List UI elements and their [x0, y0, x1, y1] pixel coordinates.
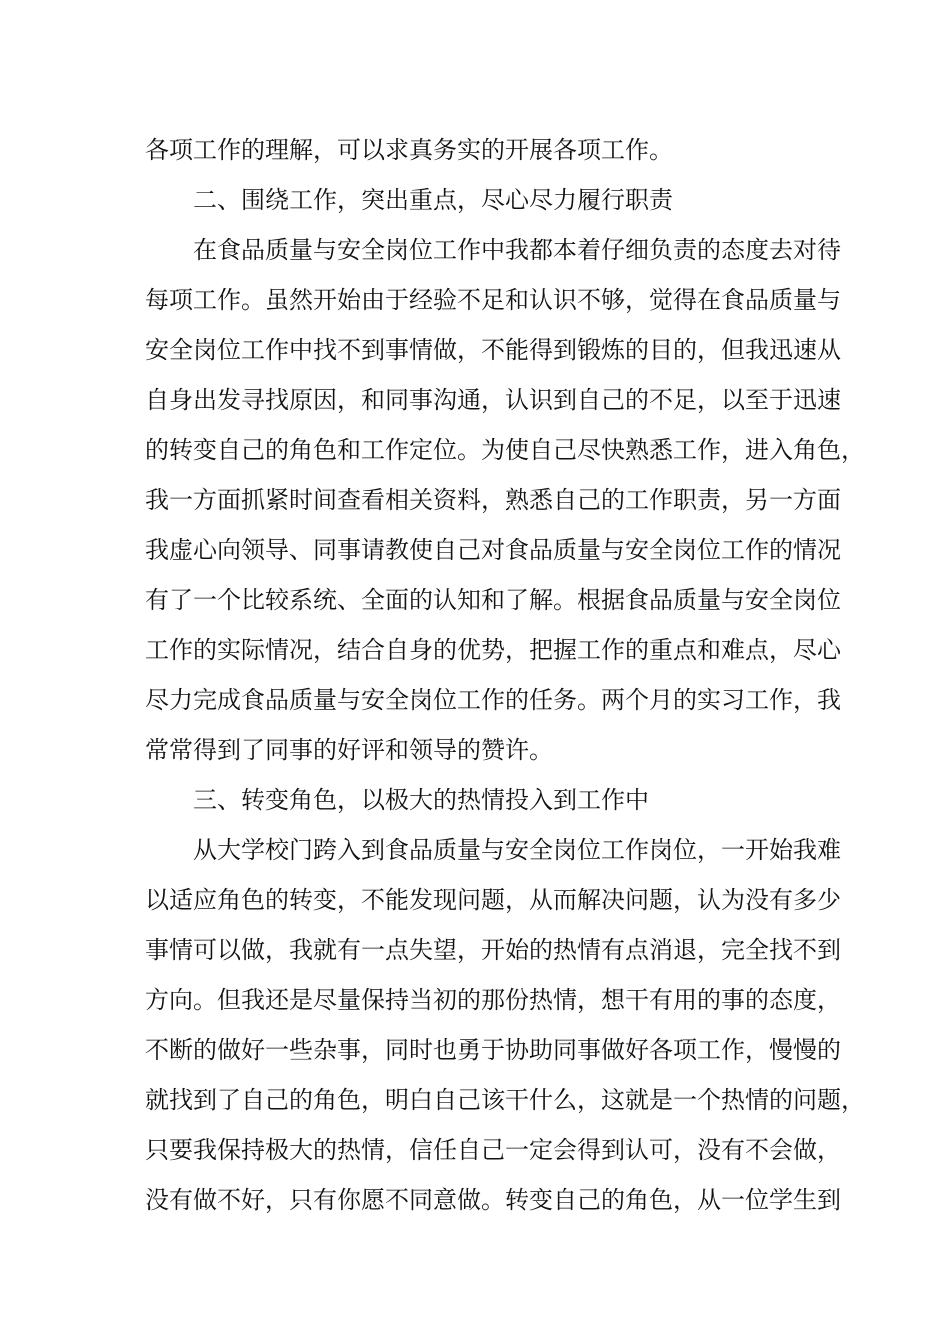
paragraph-line: 常常得到了同事的好评和领导的赞许。 — [145, 736, 553, 764]
paragraph-line: 从大学校门跨入到食品质量与安全岗位工作岗位，一开始我难 — [193, 836, 841, 864]
section-heading-3: 三、转变角色，以极大的热情投入到工作中 — [193, 786, 649, 814]
paragraph-line: 的转变自己的角色和工作定位。为使自己尽快熟悉工作，进入角色， — [145, 436, 865, 464]
paragraph-line: 尽力完成食品质量与安全岗位工作的任务。两个月的实习工作，我 — [145, 686, 841, 714]
paragraph-line: 安全岗位工作中找不到事情做，不能得到锻炼的目的，但我迅速从 — [145, 336, 841, 364]
paragraph-line: 每项工作。虽然开始由于经验不足和认识不够，觉得在食品质量与 — [145, 286, 841, 314]
paragraph-line: 我虚心向领导、同事请教使自己对食品质量与安全岗位工作的情况 — [145, 536, 841, 564]
paragraph-line: 有了一个比较系统、全面的认知和了解。根据食品质量与安全岗位 — [145, 586, 841, 614]
paragraph-line: 不断的做好一些杂事，同时也勇于协助同事做好各项工作，慢慢的 — [145, 1036, 841, 1064]
paragraph-line: 各项工作的理解，可以求真务实的开展各项工作。 — [145, 136, 673, 164]
paragraph-line: 只要我保持极大的热情，信任自己一定会得到认可，没有不会做， — [145, 1136, 841, 1164]
paragraph-line: 在食品质量与安全岗位工作中我都本着仔细负责的态度去对待 — [193, 236, 841, 264]
paragraph-line: 没有做不好，只有你愿不同意做。转变自己的角色，从一位学生到 — [145, 1186, 841, 1214]
paragraph-line: 工作的实际情况，结合自身的优势，把握工作的重点和难点，尽心 — [145, 636, 841, 664]
paragraph-line: 自身出发寻找原因，和同事沟通，认识到自己的不足，以至于迅速 — [145, 386, 841, 414]
paragraph-line: 就找到了自己的角色，明白自己该干什么，这就是一个热情的问题， — [145, 1086, 865, 1114]
paragraph-line: 我一方面抓紧时间查看相关资料，熟悉自己的工作职责，另一方面 — [145, 486, 841, 514]
paragraph-line: 事情可以做，我就有一点失望，开始的热情有点消退，完全找不到 — [145, 936, 841, 964]
section-heading-2: 二、围绕工作，突出重点，尽心尽力履行职责 — [193, 186, 673, 214]
paragraph-line: 以适应角色的转变，不能发现问题，从而解决问题，认为没有多少 — [145, 886, 841, 914]
paragraph-line: 方向。但我还是尽量保持当初的那份热情，想干有用的事的态度， — [145, 986, 841, 1014]
